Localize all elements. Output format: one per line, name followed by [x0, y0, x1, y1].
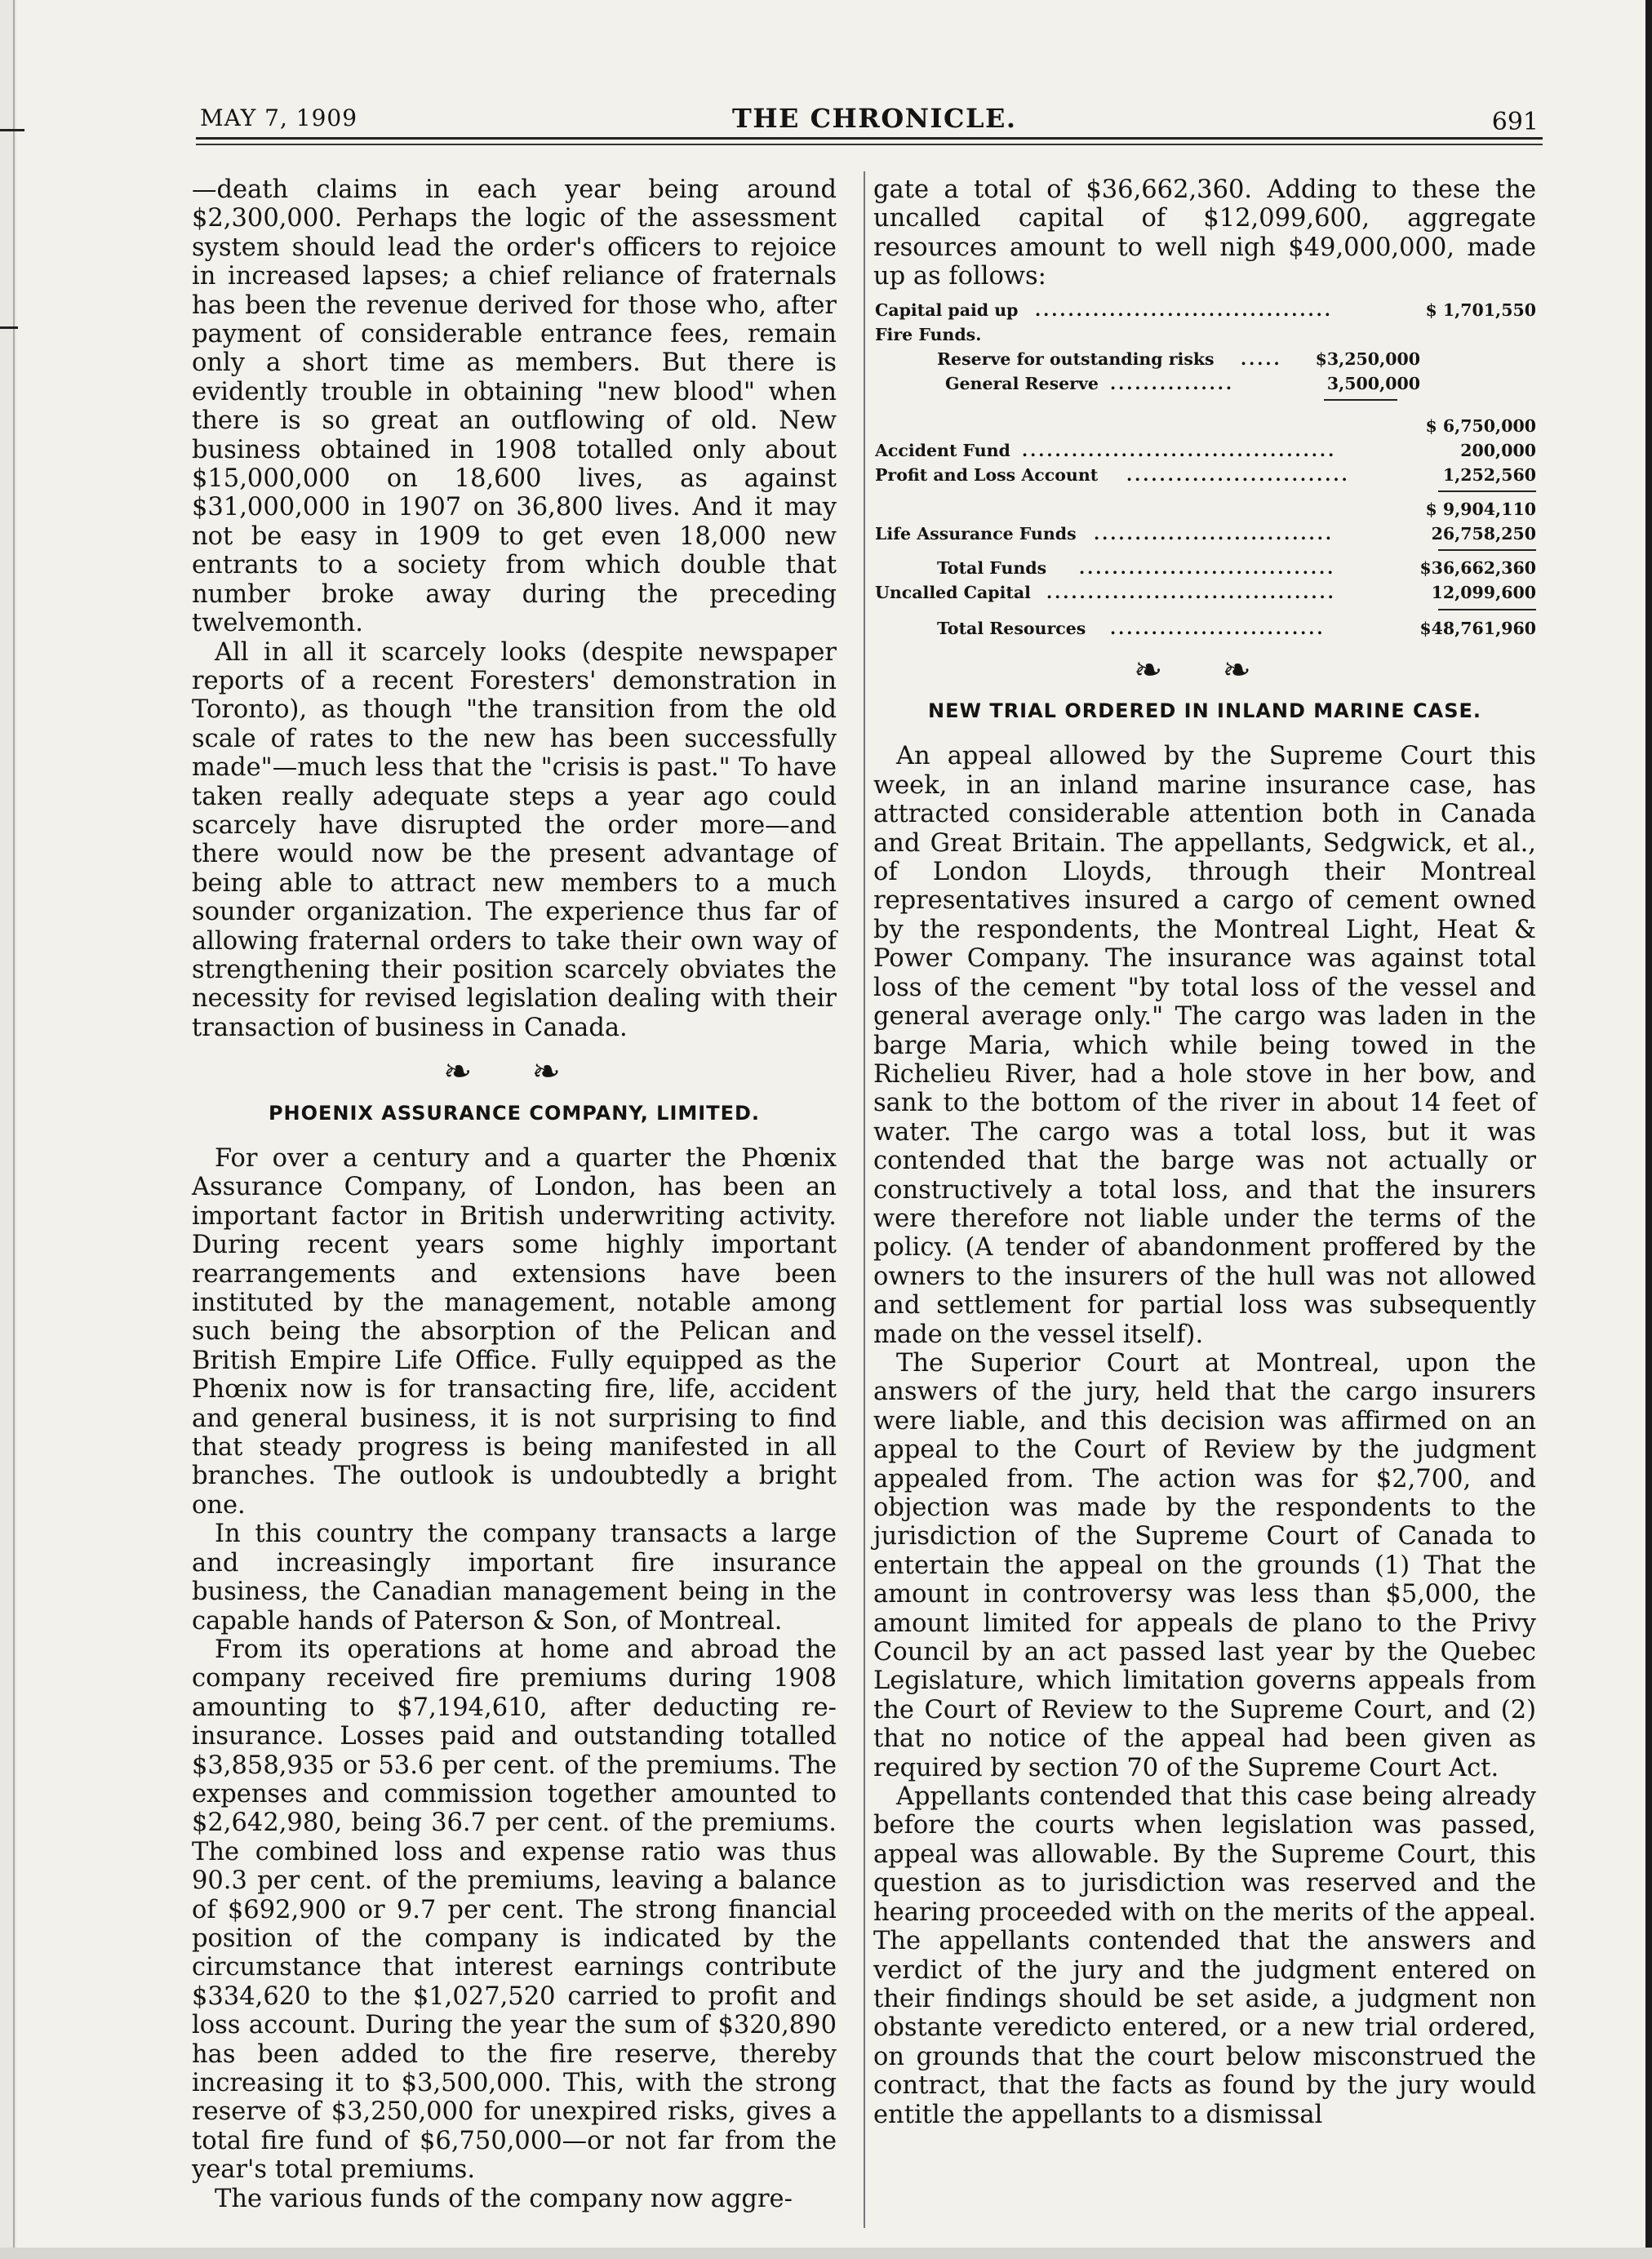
ledger-row	[875, 322, 1536, 347]
page-header	[200, 104, 1539, 137]
ledger-label: Fire Funds.	[875, 324, 982, 344]
ledger-amount: $ 9,904,110	[1425, 499, 1536, 519]
right-column	[873, 175, 1536, 2129]
ledger-row	[875, 438, 1536, 463]
leader-dots: .....	[1241, 348, 1282, 369]
left-column	[192, 175, 837, 2213]
ledger-spacer	[875, 487, 1536, 497]
section-ornament: ❧ ❧	[443, 1051, 585, 1092]
ledger-row	[875, 414, 1536, 438]
sum-rule	[1438, 609, 1536, 610]
paragraph: An appeal allowed by the Supreme Court this week, in an inland marine insurance case, has attracted considerable attention both in Canada and Great Britain. The appellants, Sedgwick, et al., of London Lloyds, through their Montreal representatives insured a cargo of cement owned by the respondents, the Montreal Light, Heat & Power Company. The insurance was against total loss of the cement "by total loss of the vessel and general average only." The cargo was laden in the barge Maria, which while being towed in the Richelieu River, had a hole stove in her bow, and sank to the bottom of the river in about 14 feet of water. The cargo was a total loss, but it was contended that the barge was not actually or constructively a total loss, and that the insurers were therefore not liable under the terms of the policy. (A tender of abandonment proffered by the owners to the insurers of the hull was not allowed and settlement for partial loss was subsequently made on the vessel itself).	[873, 742, 1536, 1349]
ledger-label: General Reserve	[945, 373, 1099, 393]
ledger-row	[875, 521, 1536, 546]
header-rule	[196, 144, 1543, 145]
ledger-label: Accident Fund	[875, 440, 1010, 460]
leader-dots: ...............	[1110, 373, 1235, 393]
section-ornament: ❧ ❧	[1134, 649, 1276, 690]
ledger-label: Capital paid up	[875, 300, 1019, 320]
paragraph: From its operations at home and abroad the company received fire premiums during 1908 amounting to $7,194,610, after deducting re-insurance. Losses paid and outstanding totalled $3,858,935 or 53.6 per cent. of the premiums. The expenses and commission together amounted to $2,642,980, being 36.7 per cent. of the premiums. The combined loss and expense ratio was thus 90.3 per cent. of the premiums, leaving a balance of $692,900 or 9.7 per cent. The strong financial position of the company is indicated by the circumstance that interest earnings contribute $334,620 to the $1,027,520 carried to profit and loss account. During the year the sum of $320,890 has been added to the fire reserve, thereby increasing it to $3,500,000. This, with the strong reserve of $3,250,000 for unexpired risks, gives a total fire fund of $6,750,000—or not far from the year's total premiums.	[192, 1635, 837, 2185]
scan-edge-line	[13, 0, 15, 2259]
column-divider	[864, 171, 865, 2228]
page-number: 691	[1491, 108, 1539, 136]
page-edge-right	[1645, 0, 1652, 2259]
header-rule	[196, 137, 1543, 140]
paragraph: The various funds of the company now aggre-	[215, 2184, 793, 2213]
ledger-amount: $48,761,960	[1419, 618, 1536, 638]
ledger-amount: $36,662,360	[1419, 557, 1536, 578]
ledger-amount: $ 1,701,550	[1425, 300, 1536, 320]
ledger-amount: 1,252,560	[1442, 464, 1536, 485]
ledger-amount: 26,758,250	[1431, 523, 1536, 544]
margin-mark	[0, 326, 18, 329]
paragraph: gate a total of $36,662,360. Adding to these the uncalled capital of $12,099,600, aggregate resources amount to well nigh $49,000,000, made up as follows:	[873, 175, 1536, 291]
ledger-label: Life Assurance Funds	[875, 523, 1077, 544]
issue-date: MAY 7, 1909	[200, 104, 358, 131]
leader-dots: ......................................	[1022, 440, 1337, 460]
ledger-spacer	[875, 605, 1536, 616]
sum-rule	[1324, 399, 1397, 401]
leader-dots: .............................	[1094, 523, 1334, 544]
ledger-row	[875, 371, 1536, 396]
paragraph: All in all it scarcely looks (despite newspaper reports of a recent Foresters' demonstration in Toronto), as though "the transition from the old scale of rates to the new has been successfully made"—much less that the "crisis is past." To have taken really adequate steps a year ago could scarcely have disrupted the order more—and there would now be the present advantage of being able to attract new members to a much sounder organization. The experience thus far of allowing fraternal orders to take their own way of strengthening their position scarcely obviates the necessity for revised legislation dealing with their transaction of business in Canada.	[192, 637, 837, 1042]
leader-dots: ..........................	[1110, 618, 1326, 638]
ledger-amount: 3,500,000	[1326, 373, 1420, 393]
resources-table	[875, 298, 1536, 641]
publication-title: THE CHRONICLE.	[732, 103, 1017, 134]
paragraph: In this country the company transacts a large and increasingly important fire insurance business, the Canadian management being in the capable hands of Paterson & Son, of Montreal.	[192, 1520, 837, 1635]
paragraph: For over a century and a quarter the Phœnix Assurance Company, of London, has been an important factor in British underwriting activity. During recent years some highly important rearrangements and extensions have been instituted by the management, notable among such being the absorption of the Pelican and British Empire Life Office. Fully equipped as the Phœnix now is for transacting fire, life, accident and general business, it is not surprising to find that steady progress is being manifested in all branches. The outlook is undoubtedly a bright one.	[192, 1144, 837, 1520]
ledger-spacer	[875, 546, 1536, 556]
sum-rule	[1438, 490, 1536, 492]
ledger-label: Total Resources	[937, 618, 1086, 638]
ledger-row	[875, 298, 1536, 322]
sum-rule	[1438, 549, 1536, 551]
ledger-label: Total Funds	[937, 557, 1047, 578]
leader-dots: ...........................	[1126, 464, 1350, 485]
ledger-row	[875, 347, 1536, 371]
ledger-label: Uncalled Capital	[875, 582, 1031, 602]
ledger-amount: 12,099,600	[1431, 582, 1536, 602]
paragraph: Appellants contended that this case being already before the courts when legislation was passed, appeal was allowable. By the Supreme Court, this question as to jurisdiction was reserved and the hearing proceeded with on the merits of the appeal. The appellants contended that the answers and verdict of the jury and the judgment entered on their findings should be set aside, a judgment non obstante veredicto entered, or a new trial ordered, on grounds that the court below misconstrued the contract, that the facts as found by the jury would entitle the appellants to a dismissal	[873, 1782, 1536, 2129]
paragraph: The Superior Court at Montreal, upon the answers of the jury, held that the cargo insurers were liable, and this decision was affirmed on an appeal to the Court of Review by the judgment appealed from. The action was for $2,700, and objection was made by the respondents to the jurisdiction of the Supreme Court of Canada to entertain the appeal on the grounds (1) That the amount in controversy was less than $5,000, the amount limited for appeals de plano to the Privy Council by an act passed last year by the Quebec Legislature, which limitation governs appeals from the Court of Review to the Supreme Court, and (2) that no notice of the appeal had been given as required by section 70 of the Supreme Court Act.	[873, 1348, 1536, 1782]
ledger-row	[875, 497, 1536, 521]
ledger-row	[875, 580, 1536, 605]
leader-dots: ...................................	[1046, 582, 1336, 602]
ledger-spacer	[875, 396, 1536, 414]
paragraph: —death claims in each year being around $2,300,000. Perhaps the logic of the assessment system should lead the order's officers to rejoice in increased lapses; a chief reliance of fraternals has been the revenue derived for those who, after payment of considerable entrance fees, remain only a short time as members. But there is evidently trouble in obtaining "new blood" when there is so great an outflowing of old. New business obtained in 1908 totalled only about $15,000,000 on 18,600 lives, as against $31,000,000 in 1907 on 36,800 lives. And it may not be easy in 1909 to get even 18,000 new entrants to a society from which double that number broke away during the preceding twelvemonth.	[192, 175, 837, 638]
ledger-row	[875, 616, 1536, 641]
ledger-amount: 200,000	[1460, 440, 1536, 460]
page-edge-bottom	[0, 2248, 1652, 2259]
ledger-row	[875, 463, 1536, 487]
ledger-row	[875, 556, 1536, 580]
leader-dots: ....................................	[1035, 300, 1333, 320]
ledger-amount: $3,250,000	[1315, 348, 1420, 369]
ledger-amount: $ 6,750,000	[1425, 415, 1536, 436]
article-heading: PHOENIX ASSURANCE COMPANY, LIMITED.	[268, 1101, 761, 1125]
leader-dots: ...............................	[1079, 557, 1336, 578]
ledger-label: Profit and Loss Account	[875, 464, 1099, 485]
margin-mark	[0, 129, 24, 131]
ledger-label: Reserve for outstanding risks	[937, 348, 1215, 369]
article-heading: NEW TRIAL ORDERED IN INLAND MARINE CASE.	[928, 699, 1481, 723]
